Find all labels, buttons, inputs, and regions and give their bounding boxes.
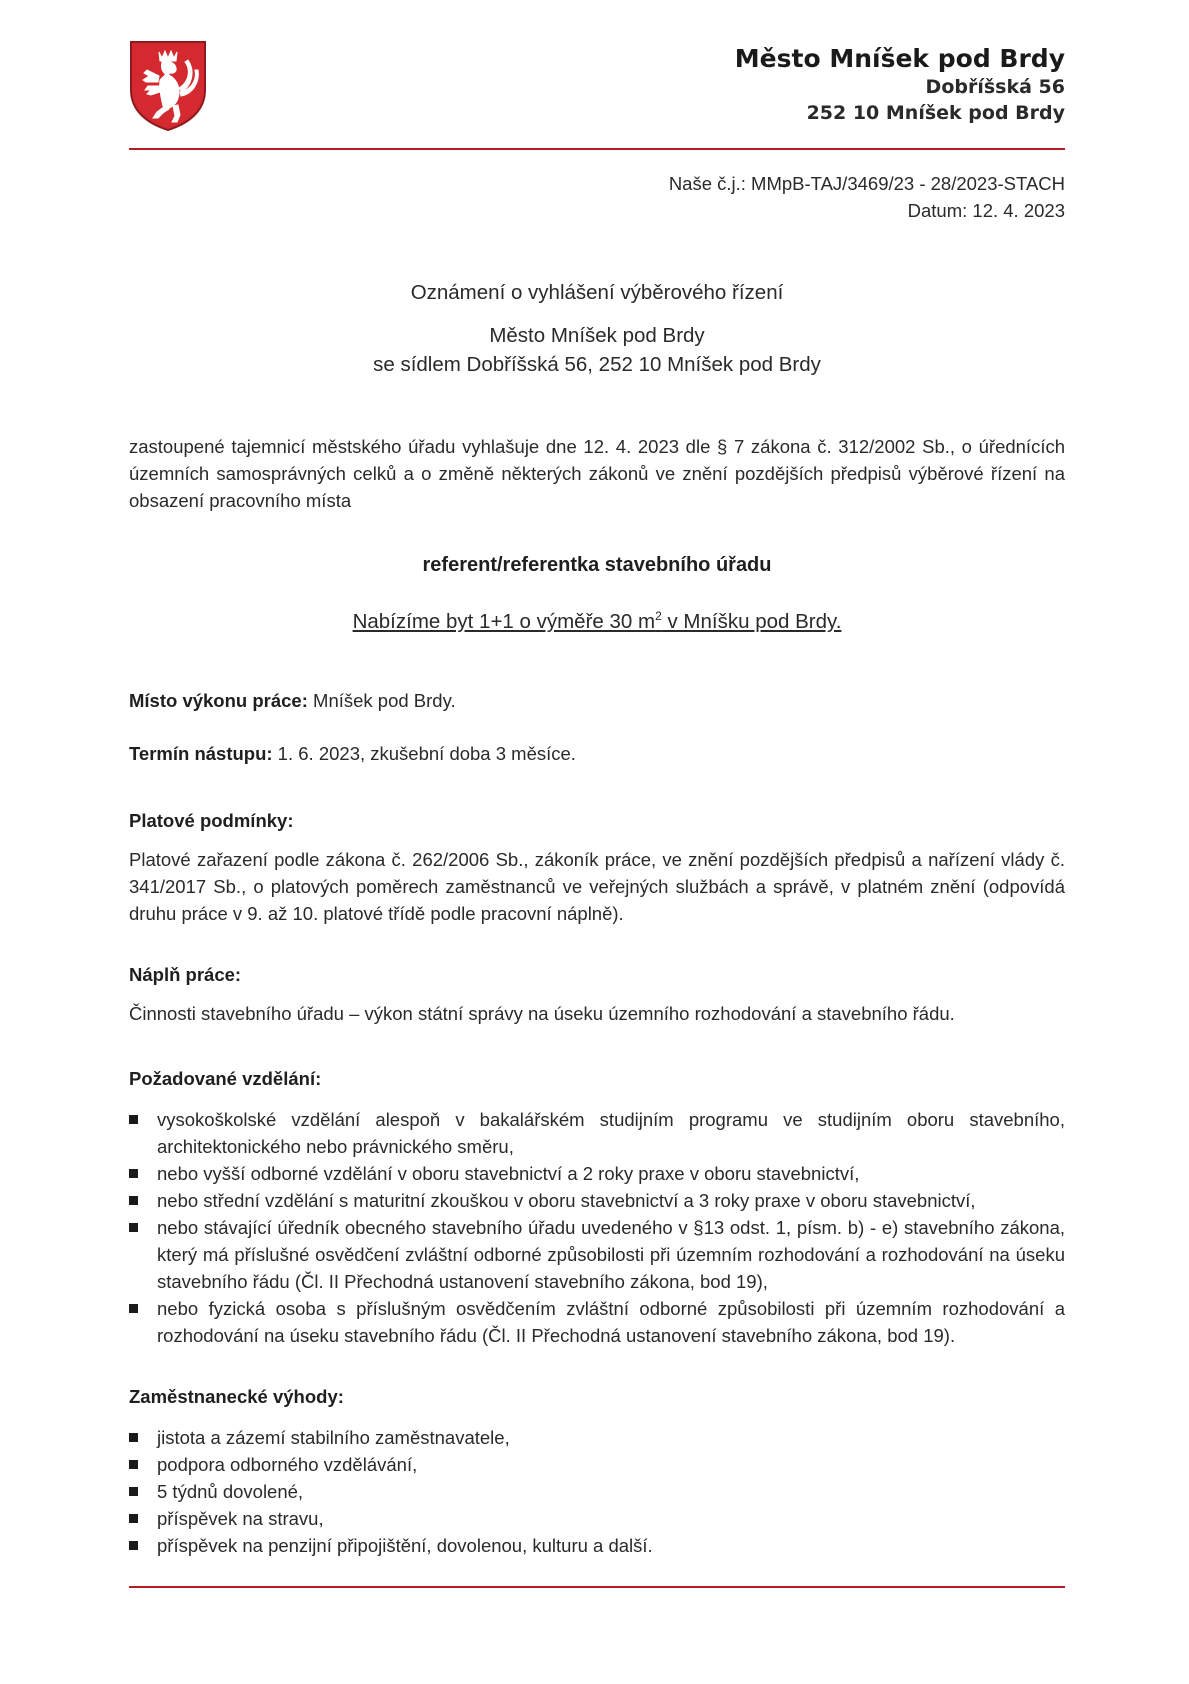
position-title: referent/referentka stavebního úřadu [422, 554, 772, 576]
offer-text-end: v Mníšku pod Brdy. [661, 610, 842, 633]
education-heading: Požadované vzdělání: [129, 1068, 322, 1089]
list-item-text: nebo vyšší odborné vzdělání v oboru stavebnictví a 2 roky praxe v oboru stavebnictví, [157, 1163, 860, 1184]
list-item [129, 1160, 1065, 1187]
list-item [129, 1532, 1065, 1559]
organization-name: Město Mníšek pod Brdy [734, 44, 1065, 73]
work-place-label: Místo výkonu práce: [129, 690, 308, 711]
title-city: Město Mníšek pod Brdy [489, 324, 705, 347]
list-item [129, 1106, 1065, 1160]
offer-text: Nabízíme byt 1+1 o výměře 30 m [352, 610, 656, 633]
square-bullet-icon [129, 1514, 138, 1523]
title-seat: se sídlem Dobříšská 56, 252 10 Mníšek pod Brdy [373, 353, 821, 376]
salary-heading: Platové podmínky: [129, 810, 294, 831]
list-item-text: vysokoškolské vzdělání alespoň v bakalářském studijním programu ve studijním oboru stavebního, architektonického nebo právnického směru, [157, 1109, 1065, 1157]
duties-paragraph: Činnosti stavebního úřadu – výkon státní správy na úseku územního rozhodování a stavebního řádu. [129, 1003, 955, 1024]
list-item-text: příspěvek na penzijní připojištění, dovolenou, kulturu a další. [157, 1535, 653, 1556]
list-item [129, 1505, 1065, 1532]
benefits-heading: Zaměstnanecké výhody: [129, 1386, 344, 1407]
list-item-text: nebo stávající úředník obecného stavebního úřadu uvedeného v §13 odst. 1, písm. b) - e) stavebního zákona, který má příslušné osvědčení zvláštní odborné způsobilosti při územním rozhodování a rozhodování na úseku stavebního řádu (Čl. II Přechodná ustanovení stavebního zákona, bod 19), [157, 1217, 1065, 1292]
reference-date: Datum: 12. 4. 2023 [907, 200, 1065, 221]
organization-header [735, 44, 1065, 126]
list-item-text: 5 týdnů dovolené, [157, 1481, 304, 1502]
duties-heading: Náplň práce: [129, 964, 242, 985]
square-bullet-icon [129, 1541, 138, 1550]
list-item-text: příspěvek na stravu, [157, 1508, 324, 1529]
list-item [129, 1214, 1065, 1295]
list-item [129, 1478, 1065, 1505]
work-place [129, 688, 456, 714]
square-bullet-icon [129, 1433, 138, 1442]
square-bullet-icon [129, 1304, 138, 1313]
list-item-text: nebo střední vzdělání s maturitní zkouškou v oboru stavebnictví a 3 roky praxe v oboru stavebnictví, [157, 1190, 976, 1211]
work-place-value: Mníšek pod Brdy. [307, 690, 456, 711]
education-list [129, 1106, 1065, 1349]
list-item-text: nebo fyzická osoba s příslušným osvědčením zvláštní odborné způsobilosti při územním rozhodování a rozhodování na úseku stavebního řádu (Čl. II Přechodná ustanovení stavebního zákona, bod 19). [157, 1298, 1065, 1346]
square-bullet-icon [129, 1196, 138, 1205]
square-bullet-icon [129, 1223, 138, 1232]
square-bullet-icon [129, 1487, 138, 1496]
list-item [129, 1187, 1065, 1214]
square-bullet-icon [129, 1115, 138, 1124]
reference-block [669, 170, 1065, 224]
list-item [129, 1424, 1065, 1451]
list-item [129, 1451, 1065, 1478]
list-item-text: podpora odborného vzdělávání, [157, 1454, 418, 1475]
list-item-text: jistota a zázemí stabilního zaměstnavatele, [157, 1427, 510, 1448]
organization-city: 252 10 Mníšek pod Brdy [806, 102, 1065, 124]
list-item [129, 1295, 1065, 1349]
start-date-label: Termín nástupu: [129, 743, 273, 764]
square-bullet-icon [129, 1169, 138, 1178]
offer-superscript: 2 [655, 609, 662, 624]
salary-paragraph: Platové zařazení podle zákona č. 262/2006 Sb., zákoník práce, ve znění pozdějších předpisů a nařízení vlády č. 341/2017 Sb., o platových poměrech zaměstnanců ve veřejných službách a správě, v platném znění (odpovídá druhu práce v 9. až 10. platové třídě podle pracovní náplně). [129, 849, 1065, 924]
czech-lion-coat-of-arms-icon [129, 40, 207, 132]
header-divider [129, 148, 1065, 150]
start-date-value: 1. 6. 2023, zkušební doba 3 měsíce. [272, 743, 576, 764]
apartment-offer [129, 607, 1065, 637]
reference-number: Naše č.j.: MMpB-TAJ/3469/23 - 28/2023-STACH [668, 173, 1065, 194]
organization-street: Dobříšská 56 [925, 76, 1065, 98]
footer-divider [129, 1586, 1065, 1588]
announcement-title: Oznámení o vyhlášení výběrového řízení [410, 281, 784, 304]
benefits-list [129, 1424, 1065, 1559]
start-date [129, 741, 576, 767]
square-bullet-icon [129, 1460, 138, 1469]
intro-paragraph: zastoupené tajemnicí městského úřadu vyhlašuje dne 12. 4. 2023 dle § 7 zákona č. 312/2002 Sb., o úřednících územních samosprávných celků a o změně některých zákonů ve znění pozdějších předpisů výběrové řízení na obsazení pracovního místa [129, 436, 1065, 511]
